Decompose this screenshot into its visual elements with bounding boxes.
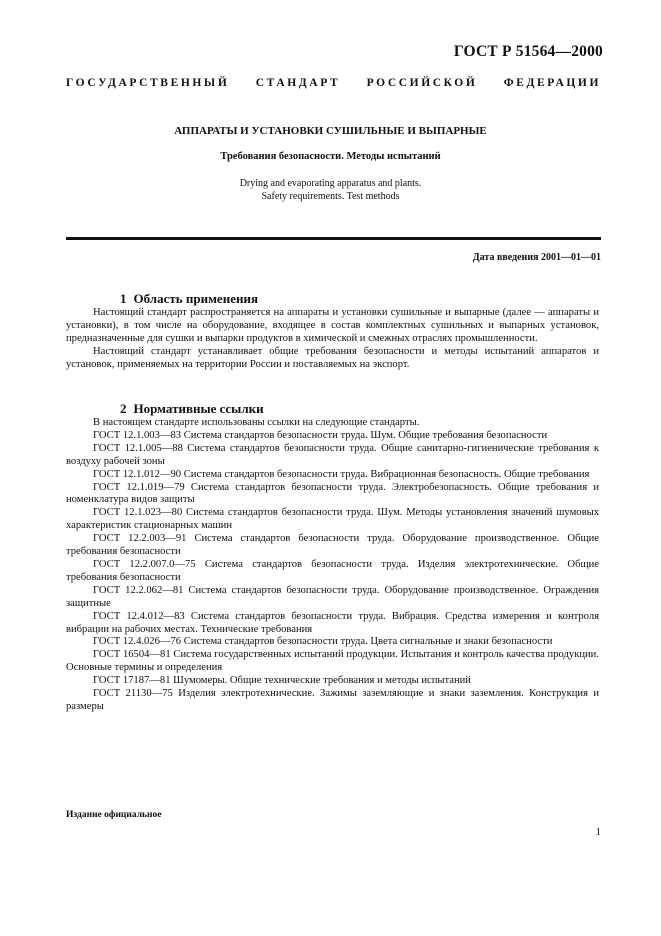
paragraph: Настоящий стандарт устанавливает общие требования безопасности и методы испытаний аппаратов и установок, применяемых на территории России и поставляемых на экспорт.: [66, 345, 599, 370]
state-standard-banner: ГОСУДАРСТВЕННЫЙ СТАНДАРТ РОССИЙСКОЙ ФЕДЕРАЦИИ: [66, 77, 601, 89]
english-title: [0, 177, 661, 203]
reference-item: ГОСТ 12.1.023—80 Система стандартов безопасности труда. Шум. Методы установления значений шумовых характеристик стационарных машин: [66, 507, 599, 532]
section-number: 2: [120, 401, 127, 416]
reference-item: ГОСТ 12.1.019—79 Система стандартов безопасности труда. Электробезопасность. Общие требования и номенклатура видов защиты: [66, 481, 599, 506]
title-divider: [66, 237, 601, 240]
reference-item: ГОСТ 12.4.012—83 Система стандартов безопасности труда. Вибрация. Средства измерения и контроля вибрации на рабочих местах. Технические требования: [66, 610, 599, 635]
document-title: АППАРАТЫ И УСТАНОВКИ СУШИЛЬНЫЕ И ВЫПАРНЫЕ: [174, 125, 487, 137]
section-title: Нормативные ссылки: [133, 401, 264, 416]
introduction-date: Дата введения 2001—01—01: [472, 252, 601, 263]
reference-item: ГОСТ 12.2.003—91 Система стандартов безопасности труда. Оборудование производственное. Общие требования безопасности: [66, 533, 599, 558]
reference-item: ГОСТ 12.1.012—90 Система стандартов безопасности труда. Вибрационная безопасность. Общие требования: [93, 468, 590, 480]
official-edition-label: Издание официальное: [66, 810, 162, 820]
section-scope: [66, 291, 599, 372]
gost-code: ГОСТ Р 51564—2000: [453, 43, 603, 60]
reference-item: ГОСТ 12.1.005—88 Система стандартов безопасности труда. Общие санитарно-гигиенические требования к воздуху рабочей зоны: [66, 442, 599, 467]
paragraph: Настоящий стандарт распространяется на аппараты и установки сушильные и выпарные (далее — аппараты и установки), в том числе на оборудование, входящее в состав комплектных сушильных и выпарных установок, предназначенные для сушки и выпарки продуктов в химической и смежных отраслях промышленности.: [66, 307, 599, 344]
page-number: 1: [595, 826, 601, 838]
paragraph: В настоящем стандарте использованы ссылки на следующие стандарты.: [93, 417, 420, 428]
reference-item: ГОСТ 21130—75 Изделия электротехнические. Зажимы заземляющие и знаки заземления. Конструкция и размеры: [66, 688, 599, 712]
reference-item: ГОСТ 12.2.062—81 Система стандартов безопасности труда. Оборудование производственное. Ограждения защитные: [66, 584, 599, 609]
english-title-line2: Safety requirements. Test methods: [261, 191, 400, 202]
section-heading: [66, 291, 599, 307]
english-title-line1: Drying and evaporating apparatus and plants.: [239, 178, 422, 189]
reference-item: ГОСТ 16504—81 Система государственных испытаний продукции. Испытания и контроль качества продукции. Основные термины и определения: [66, 649, 599, 674]
section-title: Область применения: [133, 291, 258, 306]
reference-item: ГОСТ 17187—81 Шумомеры. Общие технические требования и методы испытаний: [93, 675, 471, 687]
section-heading: [66, 401, 599, 417]
section-number: 1: [120, 291, 127, 306]
section-normative-references: [66, 401, 599, 714]
reference-item: ГОСТ 12.4.026—76 Система стандартов безопасности труда. Цвета сигнальные и знаки безопасности: [93, 636, 553, 648]
reference-item: ГОСТ 12.1.003—83 Система стандартов безопасности труда. Шум. Общие требования безопасности: [93, 429, 548, 441]
reference-item: ГОСТ 12.2.007.0—75 Система стандартов безопасности труда. Изделия электротехнические. Общие требования безопасности: [66, 558, 599, 583]
document-subtitle: Требования безопасности. Методы испытаний: [220, 151, 441, 162]
